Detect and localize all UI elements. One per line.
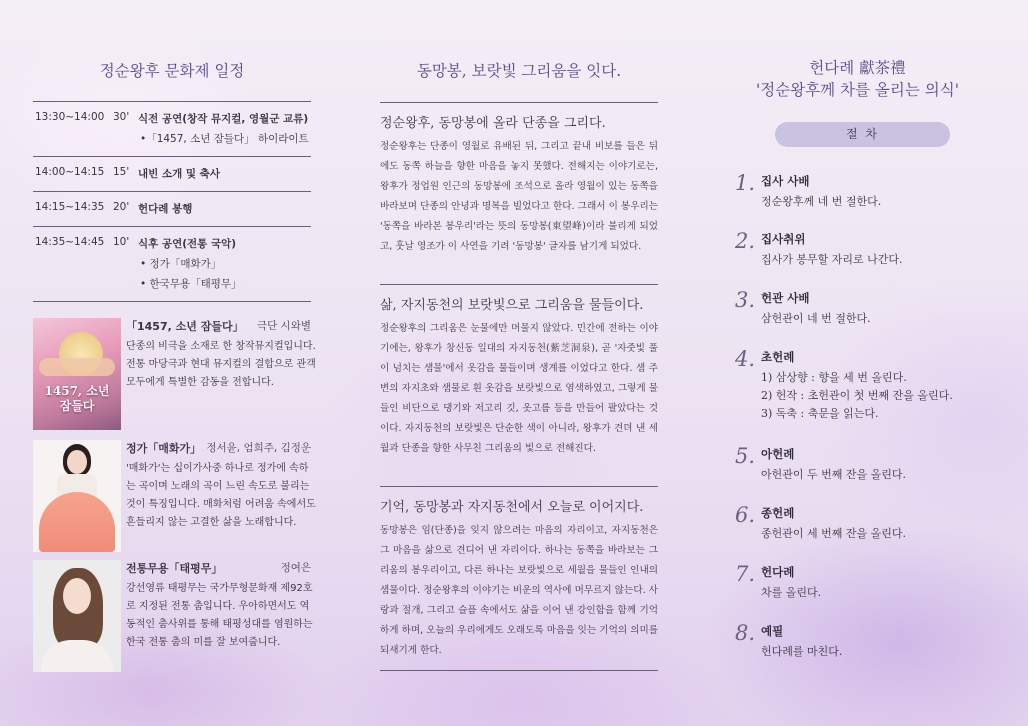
performance-cast: 극단 시와별 [256, 320, 311, 332]
step-number: 4. [735, 347, 756, 371]
performance-musical [33, 318, 316, 430]
step-number: 8. [735, 621, 756, 645]
ceremony-heading [735, 57, 980, 101]
performance-name: 전통무용「태평무」 [126, 562, 223, 575]
step-title: 헌다례 [761, 565, 795, 579]
step-desc: 1) 삼상향 : 향을 세 번 올린다. 2) 헌작 : 초헌관이 첫 번째 잔을 올린다. 3) 독축 : 축문을 읽는다. [761, 371, 953, 420]
schedule-time: 14:15~14:35 [35, 201, 105, 213]
step-title: 집사 사배 [761, 174, 810, 188]
ceremony-subtitle: '정순왕후께 차를 올리는 의식' [756, 81, 959, 99]
step-number: 7. [735, 562, 756, 586]
divider [380, 102, 658, 103]
schedule-sub: • 한국무용「태평무」 [140, 278, 242, 290]
step-title: 집사취위 [761, 232, 806, 246]
step-desc: 정순왕후께 네 번 절한다. [761, 195, 882, 208]
performance-desc: 단종의 비극을 소재로 한 창작뮤지컬입니다. 전통 마당극과 현대 뮤지컬의 결합으로 관객 모두에게 특별한 감동을 전합니다. [126, 341, 316, 388]
schedule-sub: • 정가「매화가」 [140, 258, 222, 270]
step-desc: 헌다례를 마친다. [761, 645, 843, 658]
schedule-title: 식전 공연(창작 뮤지컬, 영월군 교류) [138, 113, 309, 125]
schedule-title: 내빈 소개 및 축사 [138, 168, 220, 180]
face-shape [63, 578, 91, 614]
schedule-title: 헌다례 봉행 [138, 203, 193, 215]
section-title: 정순왕후, 동망봉에 올라 단종을 그리다. [380, 116, 606, 131]
section-title: 기억, 동망봉과 자지동천에서 오늘로 이어지다. [380, 500, 644, 515]
schedule-row [33, 227, 311, 302]
step-desc: 삼헌관이 네 번 절한다. [761, 312, 871, 325]
divider [380, 670, 658, 671]
schedule-time: 14:00~14:15 [35, 166, 105, 178]
performance-desc: '매화가'는 십이가사중 하나로 정가에 속하는 곡이며 노래의 곡이 느린 속도로 불리는 것이 특징입니다. 매화처럼 어려움 속에서도 흔들리지 않는 고결한 삶을 노래합니다. [126, 463, 316, 528]
divider [380, 284, 658, 285]
schedule-sub: •「1457, 소년 잠들다」 하이라이트 [140, 133, 309, 145]
step-title: 예필 [761, 624, 784, 638]
section-body: 정순왕후의 그리움은 눈물에만 머물지 않았다. 민간에 전하는 이야기에는, 왕후가 창신동 일대의 자지동천(紫芝洞泉), 곧 '자줏빛 풀이 넘치는 샘물'에서 옷감을 물들이며 생계를 이었다고 한다. 샘 주변의 자지초와 샘물로 흰 옷감을 보랏빛으로 염색하였고, 그렇게 물들인 비단으로 댕기와 저고리 깃, 옷고름 등을 만들어 팔았다는 것이다. 자지동천의 보랏빛은 단순한 색이 아니라, 왕후가 견뎌 낸 세월과 단종을 향한 사무친 그리움의 빛으로 전해진다. [380, 323, 658, 454]
schedule-heading: 정순왕후 문화제 일정 [99, 62, 245, 80]
step-title: 종헌례 [761, 506, 795, 520]
story-section [380, 112, 658, 257]
face-shape [67, 450, 87, 474]
step-desc: 차를 올린다. [761, 586, 822, 599]
step-title: 초헌례 [761, 350, 795, 364]
step-number: 3. [735, 288, 756, 312]
skirt-shape [39, 492, 115, 552]
performance-dance [33, 560, 311, 672]
step-desc: 종헌관이 세 번째 잔을 올린다. [761, 527, 906, 540]
hands-shape [39, 358, 115, 376]
step-title: 헌관 사배 [761, 291, 810, 305]
schedule-row [33, 157, 311, 192]
singer-photo [33, 440, 121, 552]
divider [380, 486, 658, 487]
step-number: 5. [735, 444, 756, 468]
schedule-duration: 15' [113, 166, 130, 178]
story-section [380, 294, 658, 459]
procedure-label: 절 차 [775, 122, 950, 147]
story-heading: 동망봉, 보랏빛 그리움을 잇다. [416, 62, 622, 80]
shoulder-shape [41, 640, 113, 672]
performance-cast: 정여은 [280, 562, 311, 574]
section-title: 삶, 자지동천의 보랏빛으로 그리움을 물들이다. [380, 298, 644, 313]
section-body: 동망봉은 임(단종)을 잊지 않으려는 마음의 자리이고, 자지동천은 그 마음을 삶으로 견디어 낸 자리이다. 하나는 동쪽을 바라보는 그리움의 봉우리이고, 다른 하나는 보랏빛으로 세월을 물들인 인내의 샘물이다. 정순왕후의 이야기는 비운의 역사에 머무르지 않는다. 사랑과 절개, 그리고 슬픔 속에서도 삶을 이어 낸 강인함을 함께 기억하게 하며, 오늘의 우리에게도 오래도록 마음을 잇는 기억의 의미를 되새기게 한다. [380, 525, 658, 656]
step-number: 6. [735, 503, 756, 527]
musical-poster [33, 318, 121, 430]
schedule-title: 식후 공연(전통 국악) [138, 238, 237, 250]
schedule-duration: 20' [113, 201, 130, 213]
step-title: 아헌례 [761, 447, 795, 461]
performance-cast: 정서윤, 엄희주, 김정운 [206, 442, 311, 454]
performance-name: 「1457, 소년 잠들다」 [126, 320, 244, 333]
ceremony-title: 헌다례 獻茶禮 [809, 59, 906, 77]
performance-jeongga [33, 440, 316, 552]
performance-name: 정가「매화가」 [126, 442, 202, 455]
section-body: 정순왕후는 단종이 영월로 유배된 뒤, 그리고 끝내 비보를 들은 뒤에도 동쪽 하늘을 향한 마음을 놓지 못했다. 전해지는 이야기로는, 왕후가 정업원 인근의 동망봉에 조석으로 올라 영월이 있는 동쪽을 바라보며 단종의 안녕과 명복을 빌었다고 한다. 그래서 이 봉우리는 '동쪽을 바라본 봉우리'라는 뜻의 동망봉(東望峰)이라 불리게 되었고, 훗날 영조가 이 사연을 기려 '동망봉' 글자를 남기게 되었다. [380, 141, 658, 252]
schedule-duration: 30' [113, 111, 130, 123]
poster-title: 1457, 소년 잠들다 [44, 384, 110, 413]
dancer-photo [33, 560, 121, 672]
step-number: 2. [735, 229, 756, 253]
performance-desc: 강선영류 태평무는 국가무형문화재 제92호로 지정된 전통 춤입니다. 우아하면서도 역동적인 춤사위를 통해 태평성대를 염원하는 한국 전통 춤의 미를 잘 보여줍니다. [126, 583, 313, 648]
schedule-time: 13:30~14:00 [35, 111, 105, 123]
schedule-time: 14:35~14:45 [35, 236, 105, 248]
schedule-table [33, 101, 311, 302]
schedule-row [33, 102, 311, 157]
step-desc: 아헌관이 두 번째 잔을 올린다. [761, 468, 906, 481]
schedule-duration: 10' [113, 236, 130, 248]
step-desc: 집사가 봉무할 자리로 나간다. [761, 253, 903, 266]
step-number: 1. [735, 171, 756, 195]
schedule-row [33, 192, 311, 227]
story-section [380, 496, 658, 661]
